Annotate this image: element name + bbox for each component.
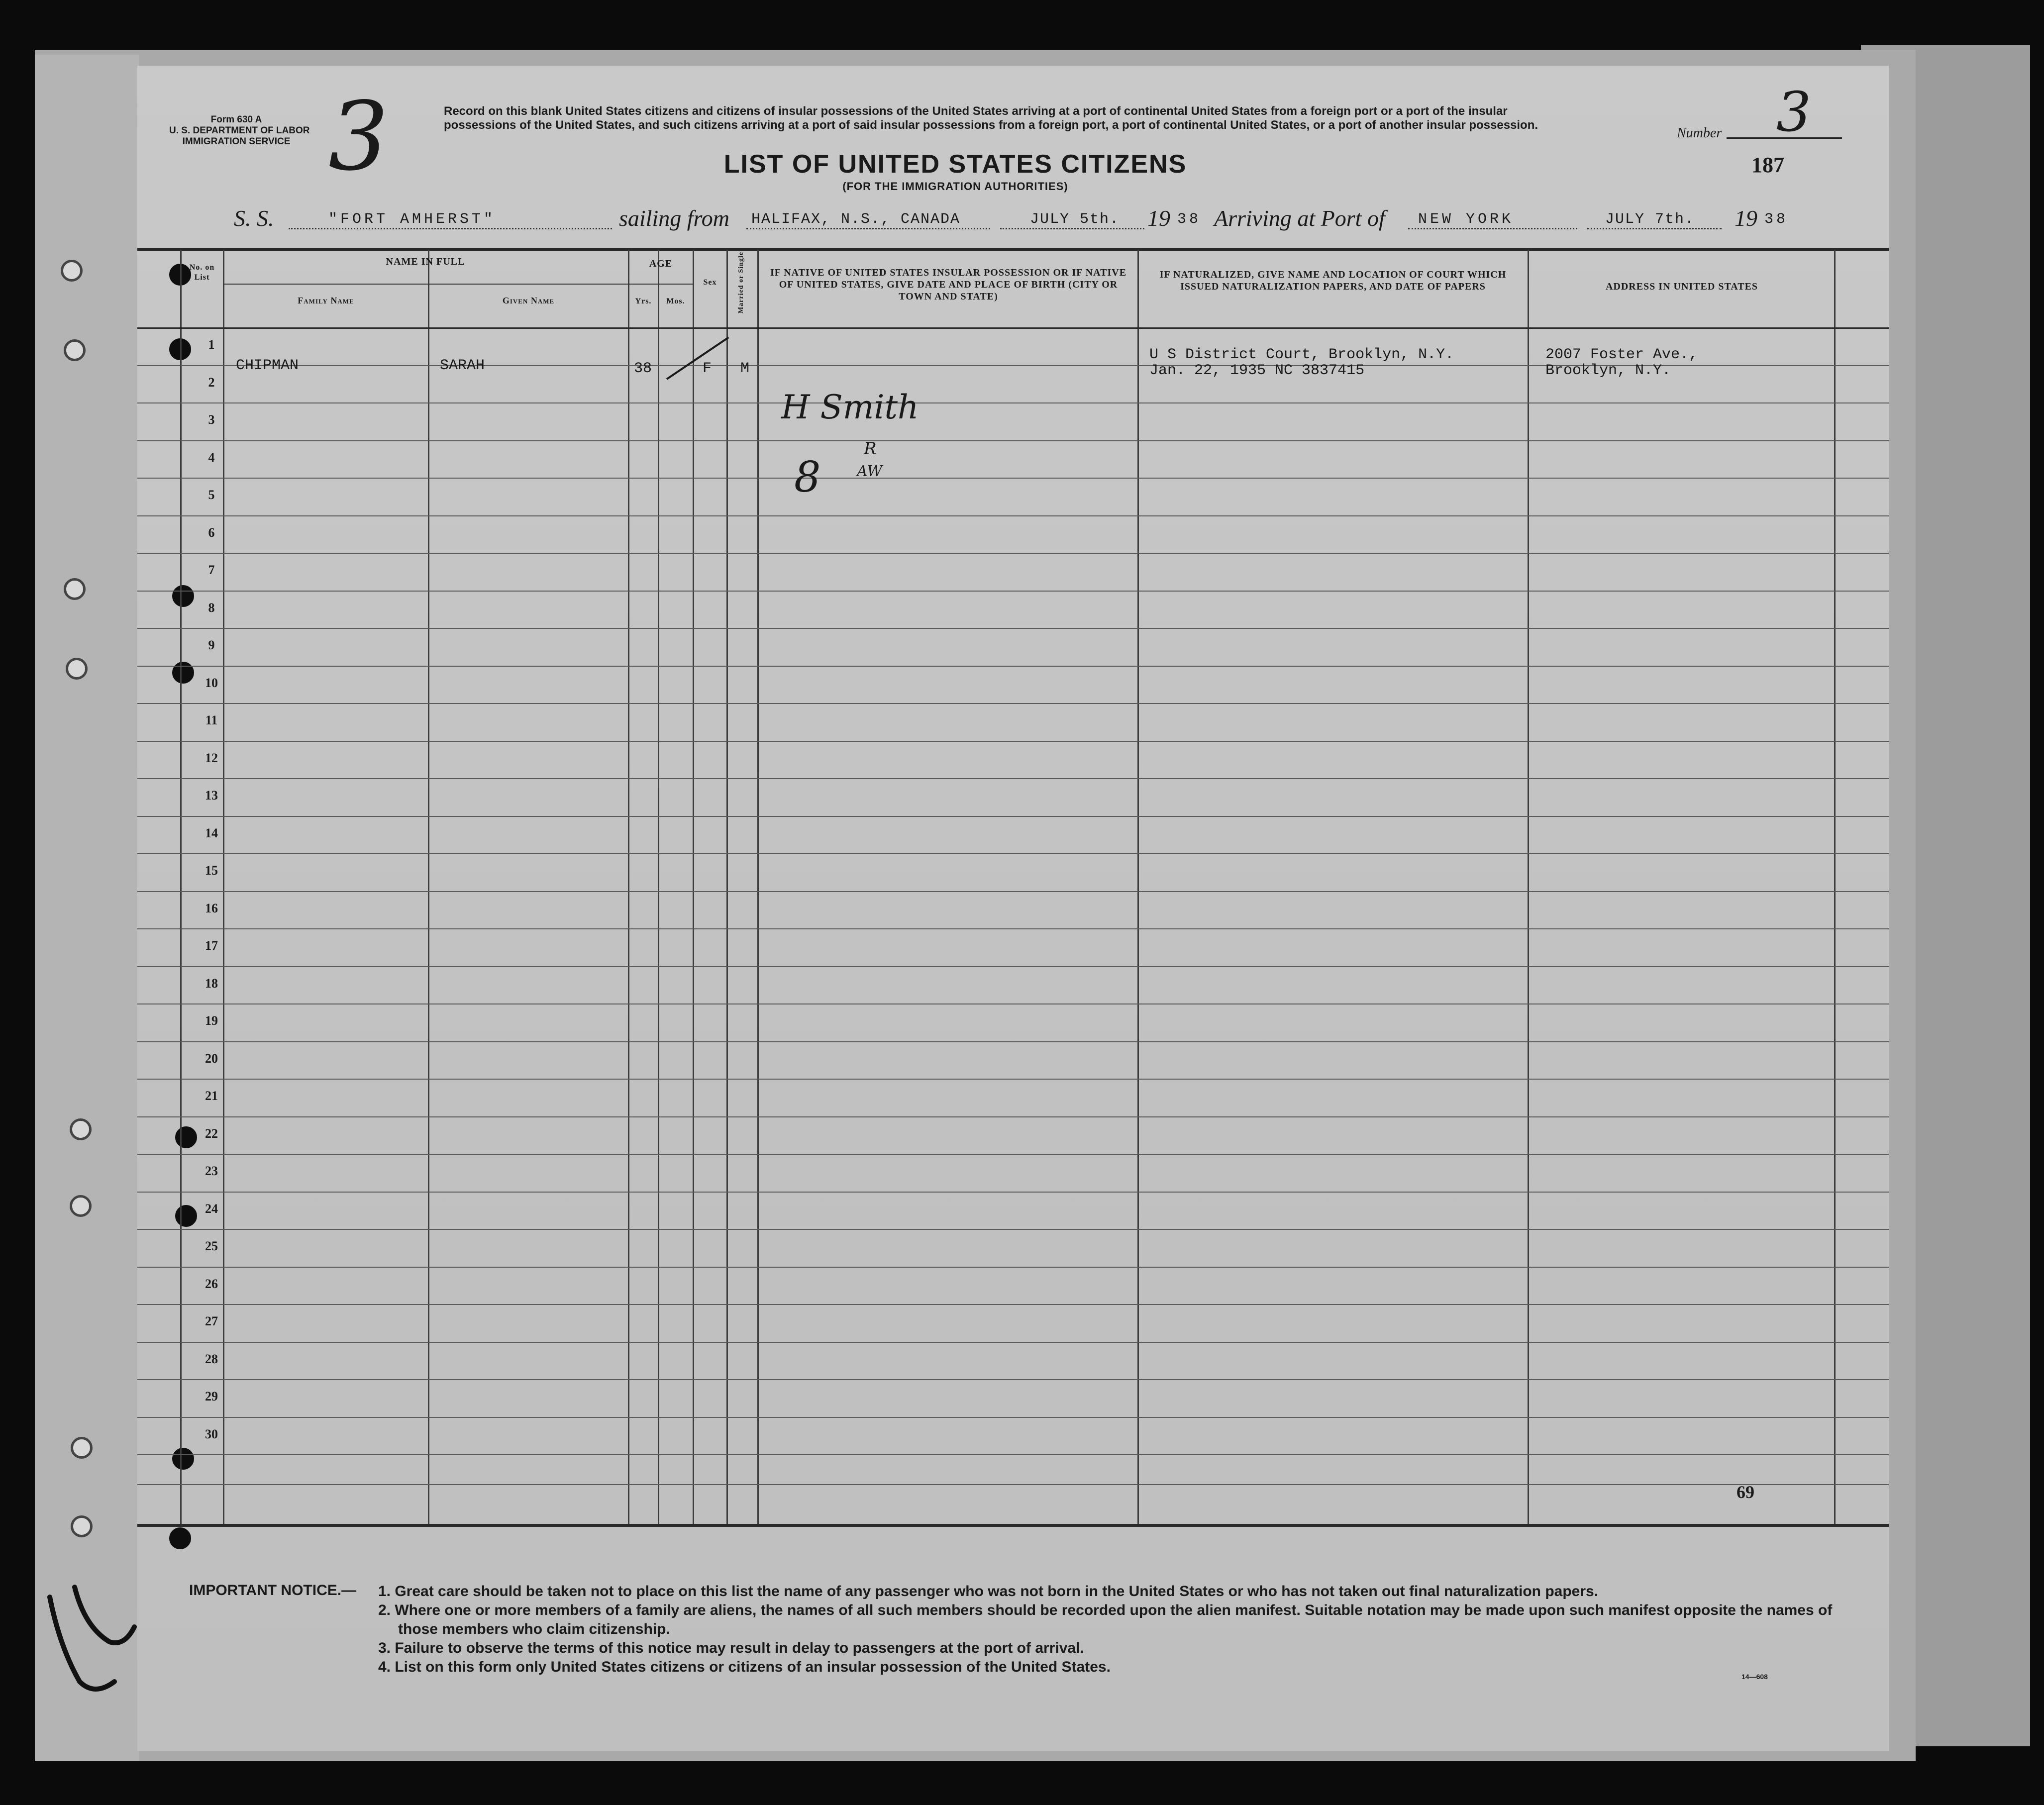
marital-status-cell: M	[740, 360, 750, 377]
address-line-2: Brooklyn, N.Y.	[1545, 362, 1671, 379]
mos-header: Mos.	[666, 297, 685, 305]
naturalization-line-2: Jan. 22, 1935 NC 3837415	[1149, 362, 1365, 379]
row-line	[137, 553, 1889, 554]
row-line	[137, 1342, 1889, 1343]
naturalization-line-1: U S District Court, Brooklyn, N.Y.	[1149, 346, 1454, 363]
row-line	[137, 515, 1889, 516]
row-number: 7	[208, 563, 215, 577]
ss-label: S. S.	[234, 205, 274, 231]
row-number: 11	[205, 713, 218, 727]
row-number: 24	[205, 1202, 218, 1216]
row-line	[137, 1484, 1889, 1485]
row-line	[137, 402, 1889, 403]
given-name-header: Given Name	[502, 296, 555, 305]
service-name: IMMIGRATION SERVICE	[182, 136, 291, 147]
handwritten-mark: AW	[857, 463, 883, 480]
married-single-header: Married or Single	[737, 251, 745, 314]
table-bottom-border	[137, 1524, 1889, 1527]
row-line	[137, 1079, 1889, 1080]
row-number: 2	[208, 375, 215, 390]
row-line	[137, 928, 1889, 929]
row-number: 29	[205, 1389, 218, 1404]
name-in-full-header: NAME IN FULL	[386, 256, 465, 267]
department-name: U. S. DEPARTMENT OF LABOR	[169, 125, 310, 136]
departure-year-suffix: 38	[1177, 211, 1202, 228]
number-handwritten: 3	[1776, 80, 1811, 144]
row-line	[137, 1041, 1889, 1042]
punch-hole	[172, 1448, 194, 1470]
form-code: 14—608	[1741, 1673, 1768, 1681]
age-subheader-line	[628, 284, 693, 285]
binding-hole	[70, 1195, 92, 1217]
arrival-date: JULY 7th.	[1605, 211, 1695, 228]
notice-item: 4. List on this form only United States citizens or citizens of an insular possession of the United States.	[378, 1659, 1111, 1675]
row-line	[137, 591, 1889, 592]
row-line	[137, 1267, 1889, 1268]
name-subheader-line	[223, 284, 628, 285]
notice-item: 1. Great care should be taken not to place on this list the name of any passenger who was not born in the United States or who has not taken out final naturalization papers.	[378, 1583, 1599, 1600]
row-number: 22	[205, 1126, 218, 1141]
row-number: 21	[205, 1089, 218, 1103]
row-number: 16	[205, 901, 218, 915]
row-number: 12	[205, 751, 218, 765]
row-number: 19	[205, 1013, 218, 1028]
binding-hole	[71, 1515, 93, 1537]
number-label: Number	[1677, 125, 1722, 141]
row-line	[137, 891, 1889, 892]
departure-port: HALIFAX, N.S., CANADA	[751, 211, 961, 228]
row-number: 20	[205, 1051, 218, 1066]
address-line-1: 2007 Foster Ave.,	[1545, 346, 1698, 363]
row-number: 23	[205, 1164, 218, 1178]
binding-hole	[61, 260, 83, 282]
arriving-label: Arriving at Port of	[1214, 205, 1385, 231]
binding-hole	[66, 658, 88, 680]
birth-info-header: IF NATIVE OF UNITED STATES INSULAR POSSESSION OR IF NATIVE OF UNITED STATES, GIVE DATE AND PLACE OF BIRTH (CITY OR TOWN AND STATE)	[770, 267, 1127, 302]
family-name-header: Family Name	[298, 296, 354, 305]
row-line	[137, 703, 1889, 704]
sailing-label: sailing from	[619, 205, 729, 231]
list-number: 187	[1751, 153, 1784, 177]
address-header: ADDRESS IN UNITED STATES	[1605, 281, 1758, 292]
row-line	[137, 966, 1889, 967]
page-subtitle: (FOR THE IMMIGRATION AUTHORITIES)	[842, 180, 1068, 193]
notice-label: IMPORTANT NOTICE.—	[189, 1582, 357, 1599]
page-title: LIST OF UNITED STATES CITIZENS	[723, 150, 1187, 179]
given-name-cell: SARAH	[440, 357, 485, 374]
no-on-list-header: No. on List	[189, 263, 215, 282]
row-number: 8	[208, 601, 215, 615]
family-name-cell: CHIPMAN	[236, 357, 299, 374]
binding-margin	[35, 55, 139, 1761]
row-line	[137, 1454, 1889, 1455]
row-number: 9	[208, 638, 215, 652]
sheet-number-handwritten: 3	[328, 82, 389, 192]
row-line	[137, 1417, 1889, 1418]
arrival-port: NEW YORK	[1418, 211, 1514, 228]
row-number: 1	[208, 337, 215, 352]
form-instructions: Record on this blank United States citizens and citizens of insular possessions of the United States arriving at a port of continental United States from a foreign port or a port of the insular possessions of the United States, and such citizens arriving at a port of said insular possessions from a foreign port, a port of continental United States, or a port of another insular possession.	[444, 104, 1538, 132]
age-header: AGE	[649, 258, 673, 269]
row-number: 3	[208, 412, 215, 427]
row-number: 4	[208, 450, 215, 465]
row-number: 18	[205, 976, 218, 991]
notice-item: 2. Where one or more members of a family are aliens, the names of all such members should be recorded upon the alien manifest. Suitable notation may be made upon such manifest opposite the names of those members who claim citizenship.	[378, 1602, 1833, 1637]
row-line	[137, 1154, 1889, 1155]
sex-header: Sex	[703, 278, 717, 287]
binding-hole	[64, 578, 86, 600]
row-line	[137, 1003, 1889, 1004]
row-number: 28	[205, 1352, 218, 1366]
arrival-date-line	[1587, 228, 1722, 229]
row-line	[137, 478, 1889, 479]
row-number: 13	[205, 788, 218, 802]
arrival-year-prefix: 19	[1735, 205, 1757, 231]
row-line	[137, 1229, 1889, 1230]
header-bottom-line	[137, 327, 1889, 329]
row-line	[137, 666, 1889, 667]
age-years-cell: 38	[634, 360, 652, 377]
row-line	[137, 778, 1889, 779]
row-line	[137, 1116, 1889, 1117]
departure-date-line	[1000, 228, 1144, 229]
departure-port-line	[746, 228, 990, 229]
handwritten-mark: 8	[794, 453, 821, 501]
arrival-port-line	[1408, 228, 1577, 229]
row-line	[137, 1192, 1889, 1193]
yrs-header: Yrs.	[635, 297, 652, 305]
binding-hole	[64, 339, 86, 361]
sex-cell: F	[703, 360, 712, 377]
ship-name-line	[289, 228, 612, 229]
table-top-border	[137, 248, 1889, 251]
row-line	[137, 1304, 1889, 1305]
row-number: 5	[208, 488, 215, 502]
row-line	[137, 628, 1889, 629]
departure-date: JULY 5th.	[1030, 211, 1120, 228]
footer-number: 69	[1737, 1482, 1754, 1502]
punch-hole	[169, 1527, 191, 1549]
row-number: 6	[208, 525, 215, 540]
arrival-year-suffix: 38	[1764, 211, 1789, 228]
row-number: 25	[205, 1239, 218, 1253]
handwritten-mark: R	[864, 439, 877, 459]
row-line	[137, 440, 1889, 441]
row-line	[137, 816, 1889, 817]
handwritten-signature: H Smith	[781, 388, 919, 426]
row-number: 27	[205, 1314, 218, 1328]
row-line	[137, 1379, 1889, 1380]
margin-scribble	[40, 1567, 139, 1697]
notice-list	[378, 1582, 1836, 1677]
naturalization-header: IF NATURALIZED, GIVE NAME AND LOCATION OF COURT WHICH ISSUED NATURALIZATION PAPERS, AND DATE OF PAPERS	[1159, 269, 1507, 292]
row-number: 26	[205, 1277, 218, 1291]
binding-hole	[71, 1437, 93, 1459]
departure-year-prefix: 19	[1147, 205, 1170, 231]
row-number: 30	[205, 1427, 218, 1441]
form-number: Form 630 A	[210, 114, 262, 125]
row-number: 10	[205, 676, 218, 690]
row-number: 17	[205, 938, 218, 953]
row-number: 14	[205, 826, 218, 840]
row-line	[137, 741, 1889, 742]
notice-item: 3. Failure to observe the terms of this notice may result in delay to passengers at the port of arrival.	[378, 1640, 1084, 1656]
binding-hole	[70, 1118, 92, 1140]
row-number: 15	[205, 863, 218, 878]
row-line	[137, 853, 1889, 854]
manifest-page	[137, 66, 1889, 1751]
form-identifier	[169, 114, 310, 147]
ship-name: "FORT AMHERST"	[328, 211, 496, 228]
